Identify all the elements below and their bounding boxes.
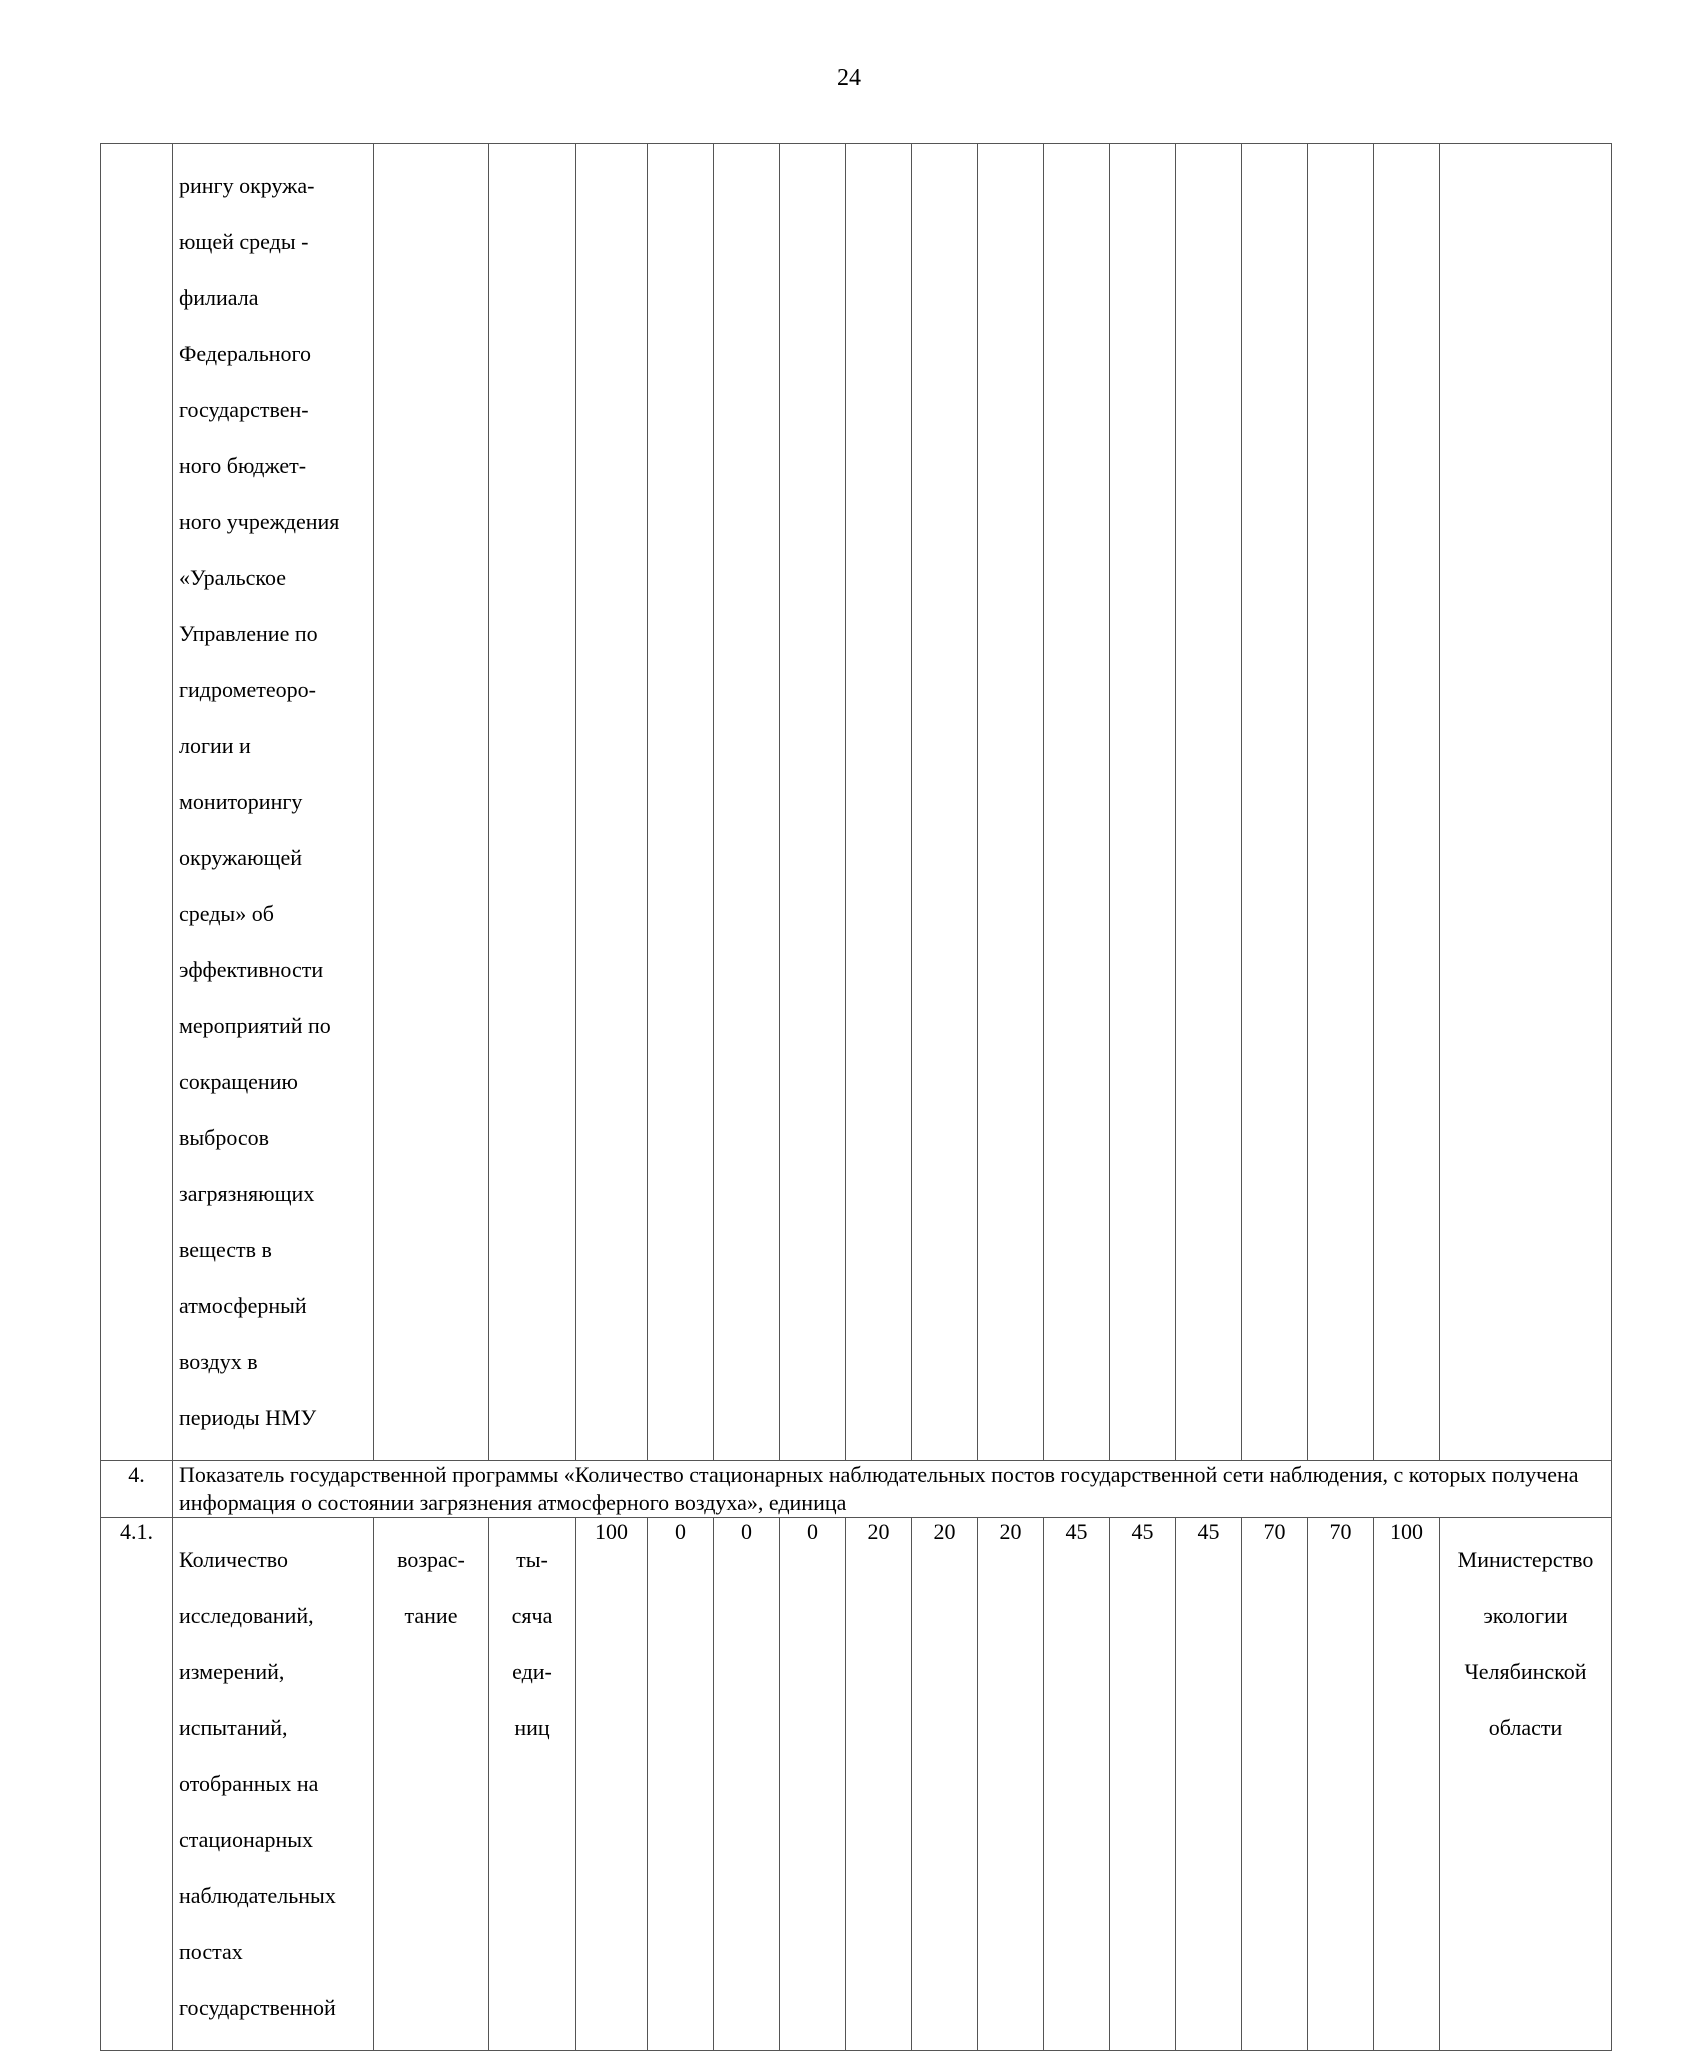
responsible-line: области (1488, 1715, 1563, 1740)
empty-cell (1176, 144, 1242, 1461)
name-line: отобранных на (179, 1771, 319, 1796)
empty-cell (978, 144, 1044, 1461)
name-line: филиала (179, 285, 259, 310)
name-line: гидрометеоро- (179, 677, 316, 702)
empty-cell (846, 144, 912, 1461)
direction-line: тание (404, 1603, 458, 1628)
name-line: стационарных (179, 1827, 314, 1852)
responsible-line: Министерство (1457, 1547, 1594, 1572)
unit-line: сяча (511, 1603, 553, 1628)
name-line: наблюдательных (179, 1883, 336, 1908)
section-row (101, 1461, 1612, 1518)
unit-line: ниц (514, 1715, 550, 1740)
value-cell: 45 (1044, 1518, 1110, 2051)
page-number: 24 (837, 65, 861, 91)
name-line: мероприятий по (179, 1013, 331, 1038)
name-line: государственной (179, 1995, 336, 2020)
name-line: воздух в (179, 1349, 258, 1374)
name-line: ющей среды - (179, 229, 309, 254)
continued-name-cell (173, 144, 374, 1461)
empty-cell (1374, 144, 1440, 1461)
name-line: исследований, (179, 1603, 314, 1628)
unit-line: ты- (516, 1547, 548, 1572)
name-line: атмосферный (179, 1293, 307, 1318)
direction-cell (374, 1518, 489, 2051)
name-line: окружающей (179, 845, 302, 870)
value-cell: 0 (714, 1518, 780, 2051)
name-line: рингу окружа- (179, 173, 315, 198)
unit-line: еди- (512, 1659, 552, 1684)
empty-cell (1242, 144, 1308, 1461)
name-line: веществ в (179, 1237, 272, 1262)
name-line: периоды НМУ (179, 1405, 317, 1430)
direction-line: возрас- (397, 1547, 465, 1572)
name-line: эффективности (179, 957, 324, 982)
empty-cell (1440, 144, 1612, 1461)
section-number: 4. (101, 1461, 173, 1518)
value-cell: 70 (1242, 1518, 1308, 2051)
value-cell: 45 (1110, 1518, 1176, 2051)
item-row (101, 1518, 1612, 2051)
continued-row (101, 144, 1612, 1461)
empty-cell (374, 144, 489, 1461)
name-line: ного учреждения (179, 509, 340, 534)
name-line: сокращению (179, 1069, 298, 1094)
indicator-table (100, 143, 1612, 2051)
empty-cell (1110, 144, 1176, 1461)
name-line: ного бюджет- (179, 453, 307, 478)
name-line: «Уральское (179, 565, 286, 590)
value-cell: 70 (1308, 1518, 1374, 2051)
empty-cell (576, 144, 648, 1461)
name-line: мониторингу (179, 789, 303, 814)
value-cell: 100 (1374, 1518, 1440, 2051)
value-cell: 0 (648, 1518, 714, 2051)
section-title: Показатель государственной программы «Количество стационарных наблюдательных постов государственной сети наблюдения, с которых получена информация о состоянии загрязнения атмосферного воздуха», единица (173, 1461, 1612, 1518)
name-line: Количество (179, 1547, 289, 1572)
responsible-line: Челябинской (1464, 1659, 1587, 1684)
empty-cell (780, 144, 846, 1461)
name-line: загрязняющих (179, 1181, 315, 1206)
name-line: Управление по (179, 621, 318, 646)
name-line: государствен- (179, 397, 309, 422)
name-line: Федерального (179, 341, 312, 366)
responsible-line: экологии (1483, 1603, 1568, 1628)
name-line: измерений, (179, 1659, 285, 1684)
responsible-cell (1440, 1518, 1612, 2051)
value-cell: 20 (978, 1518, 1044, 2051)
value-cell: 100 (576, 1518, 648, 2051)
name-line: логии и (179, 733, 251, 758)
value-cell: 20 (912, 1518, 978, 2051)
continued-number-cell (101, 144, 173, 1461)
item-name-cell (173, 1518, 374, 2051)
value-cell: 45 (1176, 1518, 1242, 2051)
name-line: постах (179, 1939, 243, 1964)
empty-cell (648, 144, 714, 1461)
empty-cell (714, 144, 780, 1461)
name-line: среды» об (179, 901, 274, 926)
unit-cell (489, 1518, 576, 2051)
empty-cell (1308, 144, 1374, 1461)
item-number: 4.1. (101, 1518, 173, 2051)
name-line: испытаний, (179, 1715, 288, 1740)
value-cell: 0 (780, 1518, 846, 2051)
empty-cell (1044, 144, 1110, 1461)
empty-cell (912, 144, 978, 1461)
empty-cell (489, 144, 576, 1461)
name-line: выбросов (179, 1125, 270, 1150)
value-cell: 20 (846, 1518, 912, 2051)
